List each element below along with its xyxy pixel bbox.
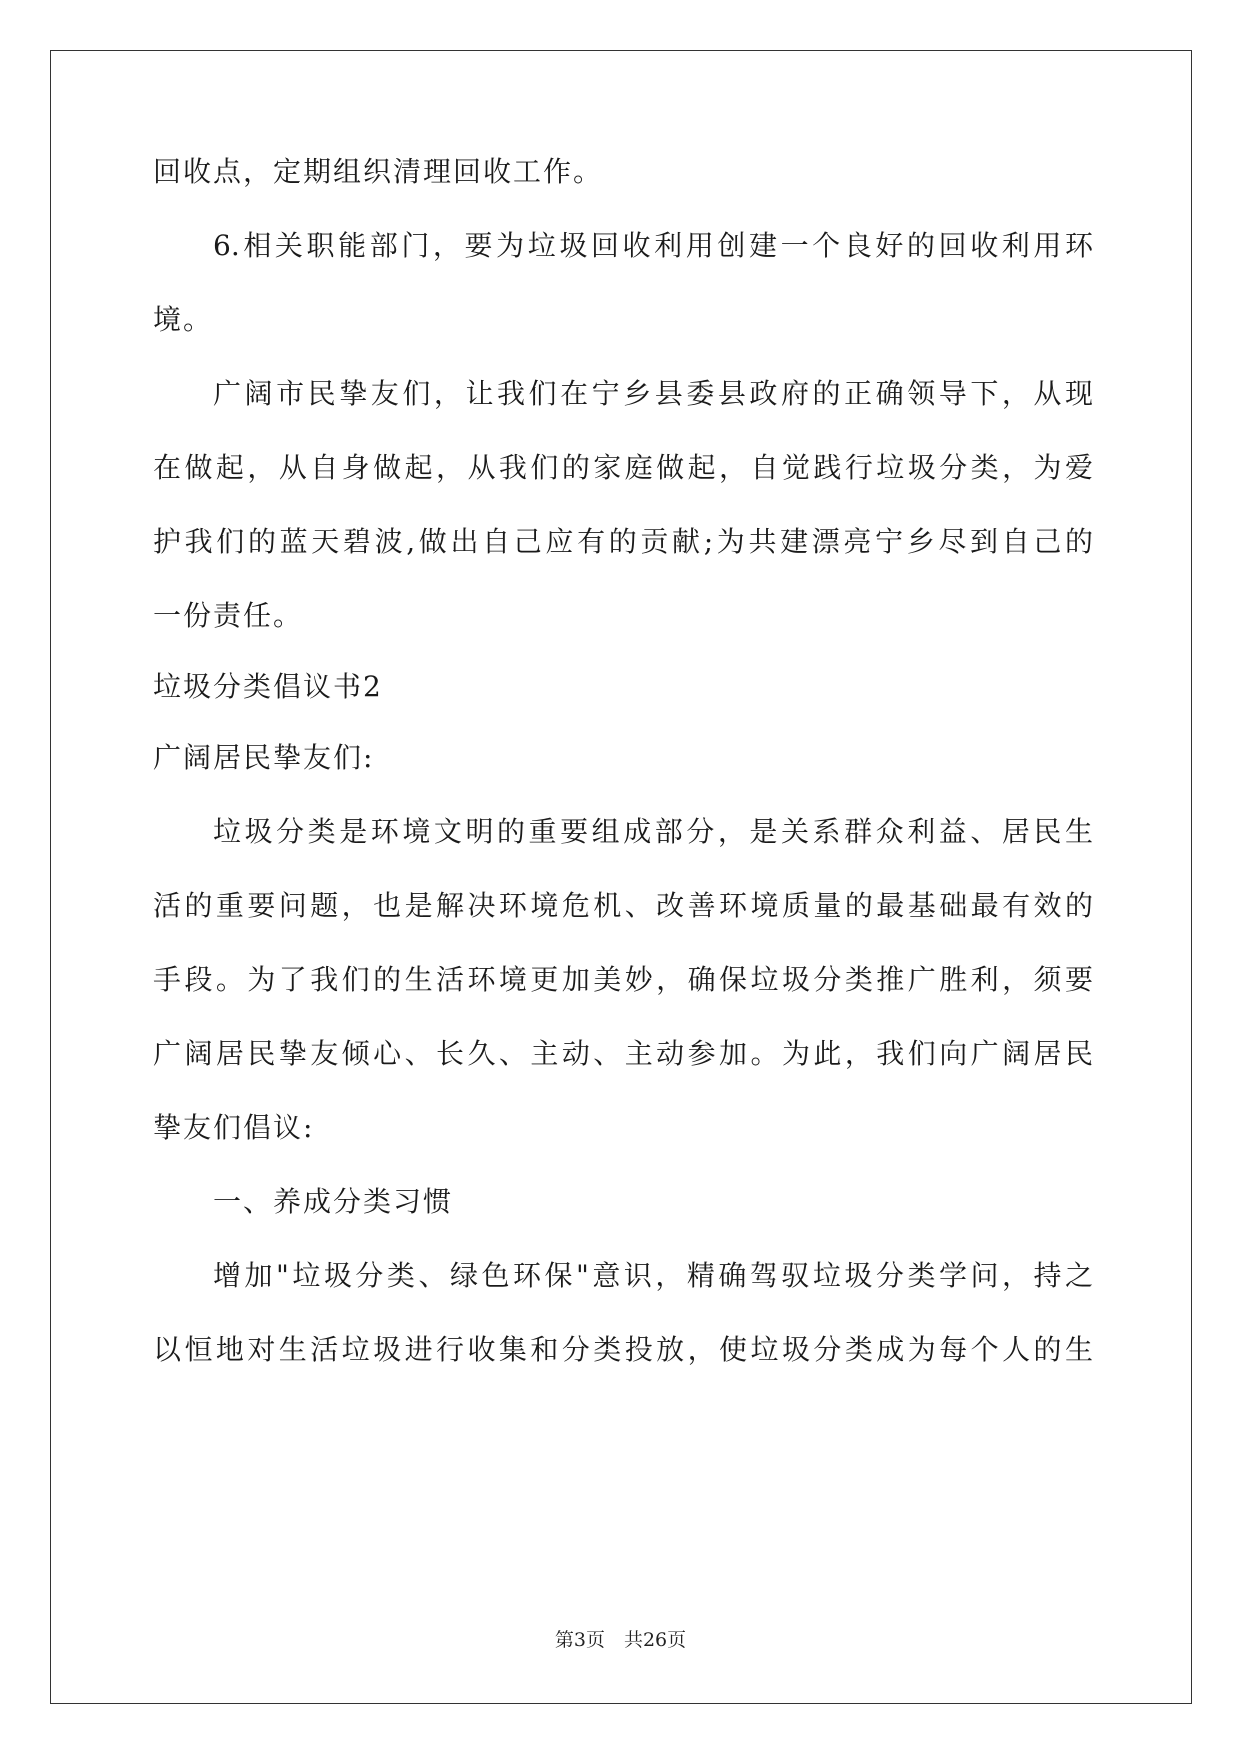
text-line-6: 护我们的蓝天碧波,做出自己应有的贡献;为共建漂亮宁乡尽到自己的 <box>153 525 1093 558</box>
text-line-1: 回收点，定期组织清理回收工作。 <box>153 155 604 188</box>
text-line-13: 广阔居民挚友倾心、长久、主动、主动参加。为此，我们向广阔居民 <box>153 1037 1093 1070</box>
page-footer: 第3页 共26页 <box>554 1629 687 1651</box>
text-line-3: 境。 <box>153 303 214 336</box>
text-line-10: 垃圾分类是环境文明的重要组成部分，是关系群众利益、居民生 <box>213 815 1093 848</box>
text-line-2: 6.相关职能部门，要为垃圾回收利用创建一个良好的回收利用环 <box>213 229 1093 262</box>
text-line-5: 在做起，从自身做起，从我们的家庭做起，自觉践行垃圾分类，为爱 <box>153 451 1093 484</box>
text-line-4: 广阔市民挚友们，让我们在宁乡县委县政府的正确领导下，从现 <box>213 377 1093 410</box>
text-line-14: 挚友们倡议: <box>153 1111 315 1144</box>
text-line-12: 手段。为了我们的生活环境更加美妙，确保垃圾分类推广胜利，须要 <box>153 963 1093 996</box>
text-line-11: 活的重要问题，也是解决环境危机、改善环境质量的最基础最有效的 <box>153 889 1093 922</box>
page-border <box>50 50 1192 1704</box>
text-line-7: 一份责任。 <box>153 599 304 632</box>
section-heading: 垃圾分类倡议书2 <box>153 670 383 703</box>
text-line-17: 以恒地对生活垃圾进行收集和分类投放，使垃圾分类成为每个人的生 <box>153 1333 1093 1366</box>
salutation: 广阔居民挚友们: <box>153 741 375 774</box>
subheading: 一、养成分类习惯 <box>213 1185 454 1218</box>
text-line-16: 增加"垃圾分类、绿色环保"意识，精确驾驭垃圾分类学问，持之 <box>213 1259 1093 1292</box>
